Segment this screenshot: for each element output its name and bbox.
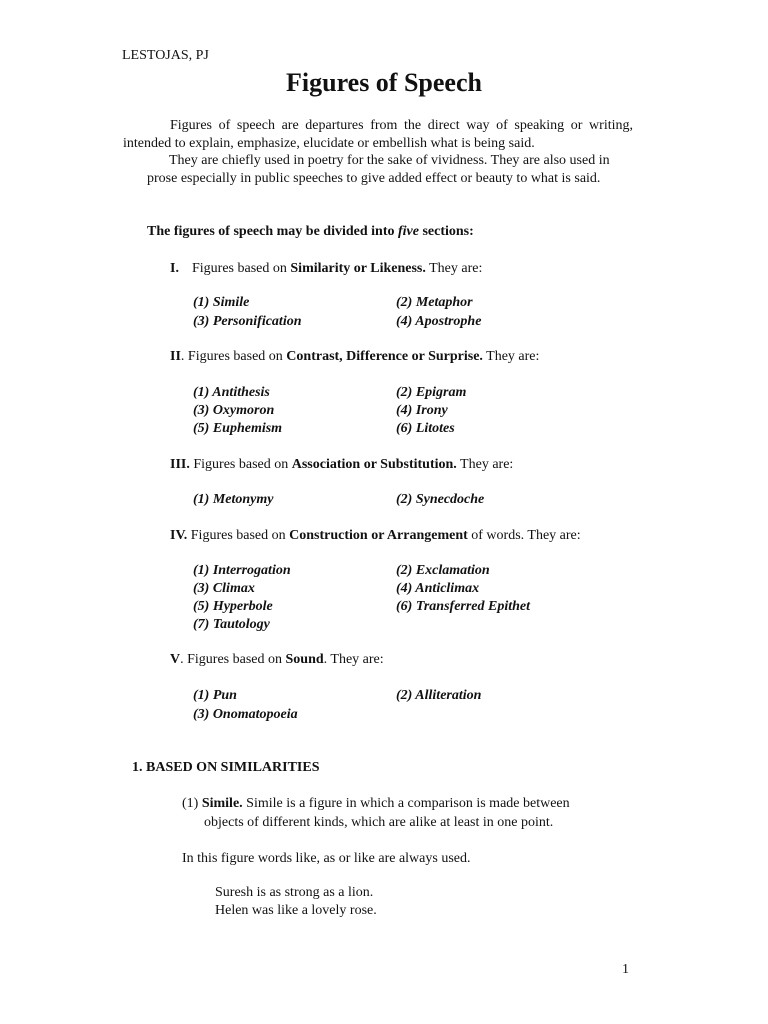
section-heading-1 xyxy=(170,260,482,278)
section-bold: Contrast, Difference or Surprise. xyxy=(286,349,483,364)
list-item: (6) Transferred Epithet xyxy=(396,599,531,614)
simile-def-a: Simile is a figure in which a comparison is made between xyxy=(242,796,570,811)
section-post: They are: xyxy=(425,261,483,276)
list-item: (2) Epigram xyxy=(396,385,467,400)
section-pre: . Figures based on xyxy=(180,652,286,667)
section-numeral: I. xyxy=(170,261,179,276)
section-post: They are: xyxy=(456,457,514,472)
list-item: (1) Simile xyxy=(193,295,250,310)
section-post: . They are: xyxy=(323,652,384,667)
list-item: (4) Anticlimax xyxy=(396,581,480,596)
list-item: (7) Tautology xyxy=(193,617,270,632)
list-item: (1) Metonymy xyxy=(193,492,274,507)
author-name: LESTOJAS, PJ xyxy=(122,48,209,63)
division-post: sections: xyxy=(418,224,474,239)
simile-definition-cont: objects of different kinds, which are alike at least in one point. xyxy=(204,815,554,830)
list-item: (3) Onomatopoeia xyxy=(193,707,298,722)
section-pre: Figures based on xyxy=(187,528,290,543)
intro-paragraph-2 xyxy=(147,152,627,188)
list-item: (2) Synecdoche xyxy=(396,492,485,507)
list-item: (2) Alliteration xyxy=(396,688,482,703)
simile-term: Simile. xyxy=(201,796,243,811)
section-numeral: II xyxy=(170,349,181,364)
example-line: Suresh is as strong as a lion. xyxy=(215,885,374,900)
intro-paragraph-1: Figures of speech are departures from the direct way of speaking or writing, intended to explain, emphasize, elucidate or embellish what is being said. xyxy=(123,118,633,151)
division-pre: The figures of speech may be divided into xyxy=(147,224,398,239)
section-pre: . Figures based on xyxy=(180,349,287,364)
page-title: Figures of Speech xyxy=(286,68,482,97)
section-numeral: V xyxy=(170,652,181,667)
simile-number: (1) xyxy=(182,796,202,811)
section-bold: Construction or Arrangement xyxy=(289,528,468,543)
list-item: (1) Interrogation xyxy=(193,563,291,578)
list-item: (2) Metaphor xyxy=(396,295,473,310)
section-bold: Association or Substitution. xyxy=(291,457,457,472)
list-item: (1) Pun xyxy=(193,688,237,703)
division-emphasis: five xyxy=(397,224,419,239)
list-item: (2) Exclamation xyxy=(396,563,490,578)
list-item: (4) Apostrophe xyxy=(396,314,482,329)
list-item: (5) Euphemism xyxy=(193,421,283,436)
section-heading-4 xyxy=(170,527,581,545)
section-numeral: IV. xyxy=(170,528,188,543)
list-item: (1) Antithesis xyxy=(193,385,270,400)
part-heading: 1. BASED ON SIMILARITIES xyxy=(132,760,320,775)
list-item: (3) Oxymoron xyxy=(193,403,275,418)
section-post: of words. They are: xyxy=(467,528,581,543)
simile-note: In this figure words like, as or like are always used. xyxy=(182,851,471,866)
page-number: 1 xyxy=(622,962,629,977)
section-heading-5 xyxy=(170,651,384,669)
section-heading-2 xyxy=(170,348,539,366)
example-line: Helen was like a lovely rose. xyxy=(215,903,377,918)
section-bold: Sound xyxy=(285,652,324,667)
division-statement xyxy=(147,223,474,241)
section-pre: Figures based on xyxy=(192,261,291,276)
list-item: (3) Climax xyxy=(193,581,255,596)
list-item: (4) Irony xyxy=(396,403,448,418)
section-bold: Similarity or Likeness. xyxy=(290,261,426,276)
intro-paragraph-2-text: They are chiefly used in poetry for the sake of vividness. They are also used in prose especially in public speeches to give added effect or beauty to what is said. xyxy=(147,153,610,186)
list-item: (5) Hyperbole xyxy=(193,599,273,614)
list-item: (3) Personification xyxy=(193,314,302,329)
list-item: (6) Litotes xyxy=(396,421,455,436)
section-pre: Figures based on xyxy=(189,457,292,472)
section-post: They are: xyxy=(482,349,540,364)
section-heading-3 xyxy=(170,456,513,474)
section-numeral: III. xyxy=(170,457,190,472)
simile-definition xyxy=(182,795,570,813)
